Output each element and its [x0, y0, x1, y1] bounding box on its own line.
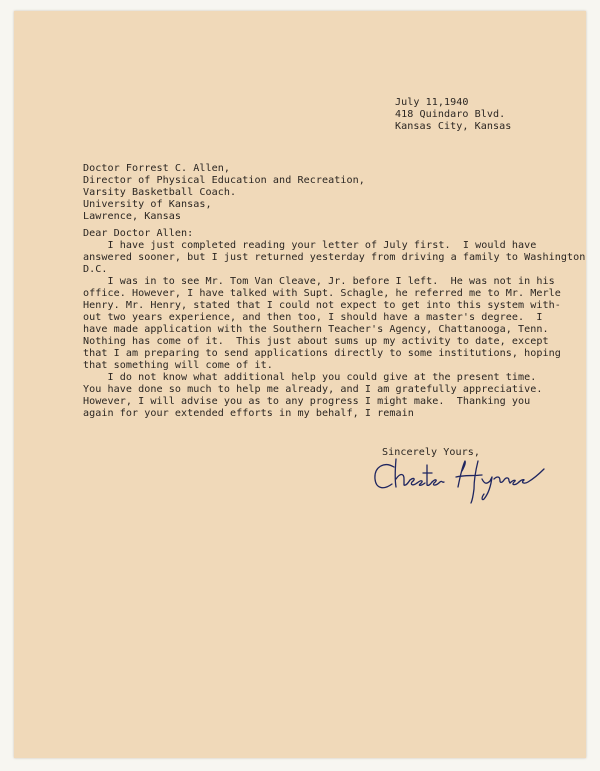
body-line: You have done so much to help me already, and I am gratefully appreciative.: [83, 384, 543, 395]
city-line: Kansas City, Kansas: [395, 121, 512, 132]
street-line: 418 Quindaro Blvd.: [395, 109, 506, 120]
body-line: have made application with the Southern Teacher's Agency, Chattanooga, Tenn.: [83, 324, 549, 335]
recipient-line: University of Kansas,: [83, 199, 212, 210]
body-line: out two years experience, and then too, I should have a master's degree. I: [83, 312, 543, 323]
body-line: that I am preparing to send applications directly to some institutions, hoping: [83, 348, 561, 359]
recipient-line: Lawrence, Kansas: [83, 211, 182, 222]
inside-address: [83, 163, 365, 223]
handwritten-signature: [370, 449, 560, 504]
body-line: office. However, I have talked with Supt. Schagle, he referred me to Mr. Merle: [83, 288, 561, 299]
date-line: July 11,1940: [395, 97, 469, 108]
body-line: However, I will advise you as to any progress I might make. Thanking you: [83, 396, 531, 407]
letter-body: [83, 240, 585, 420]
recipient-line: Doctor Forrest C. Allen,: [83, 163, 231, 174]
recipient-line: Varsity Basketball Coach.: [83, 187, 237, 198]
body-line: Nothing has come of it. This just about sums up my activity to date, except: [83, 336, 549, 347]
body-line: answered sooner, but I just returned yesterday from driving a family to Washington: [83, 252, 586, 263]
body-line: D.C.: [83, 264, 108, 275]
body-line: I have just completed reading your letter of July first. I would have: [83, 240, 537, 251]
body-line: Henry. Mr. Henry, stated that I could not expect to get into this system with-: [83, 300, 561, 311]
letter-paper: [14, 11, 586, 758]
complimentary-close: Sincerely Yours,: [382, 447, 481, 458]
body-line: I was in to see Mr. Tom Van Cleave, Jr. before I left. He was not in his: [83, 276, 555, 287]
body-line: that something will come of it.: [83, 360, 273, 371]
recipient-line: Director of Physical Education and Recreation,: [83, 175, 365, 186]
sender-address: [395, 97, 511, 133]
body-line: again for your extended efforts in my behalf, I remain: [83, 408, 414, 419]
body-line: I do not know what additional help you could give at the present time.: [83, 372, 537, 383]
salutation: Dear Doctor Allen:: [83, 228, 194, 239]
